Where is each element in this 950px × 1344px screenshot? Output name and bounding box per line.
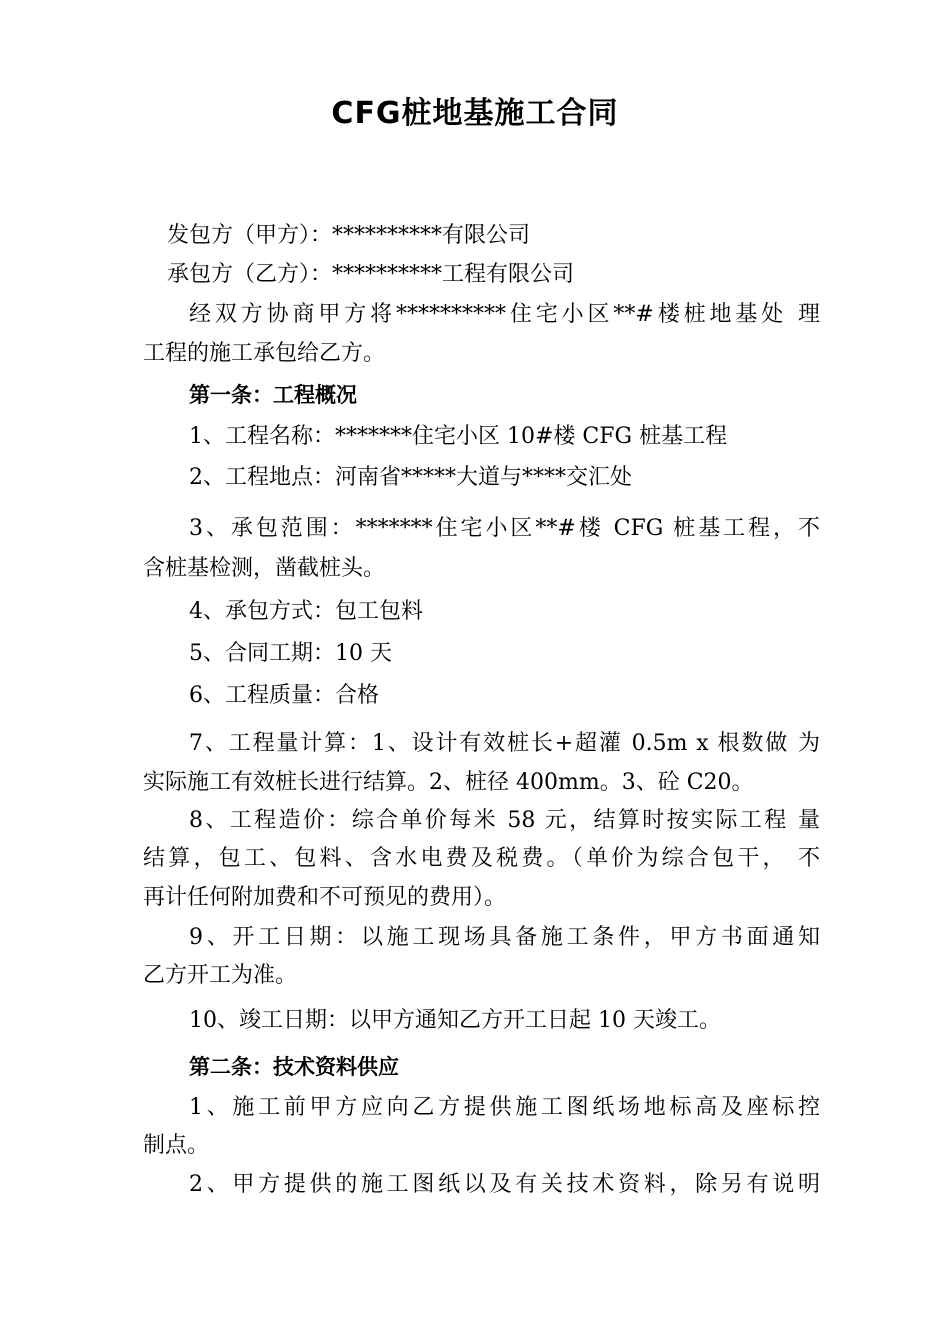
article-1-item-7-line-1: 7、工程量计算：1、设计有效桩长+超灌 0.5m x 根数做 为 xyxy=(189,731,820,756)
article-1-item-3-line-2: 含桩基检测，凿截桩头。 xyxy=(143,556,386,581)
article-1-item-8-line-1: 8、工程造价：综合单价每米 58 元，结算时按实际工程 量 xyxy=(189,808,820,833)
party-a-line: 发包方（甲方）：**********有限公司 xyxy=(167,223,531,248)
intro-line-2: 工程的施工承包给乙方。 xyxy=(143,341,386,366)
article-1-item-4: 4、承包方式：包工包料 xyxy=(189,599,423,624)
article-2-item-1-line-2: 制点。 xyxy=(143,1133,210,1158)
article-1-item-3-line-1: 3、承包范围：*******住宅小区**#楼 CFG 桩基工程，不 xyxy=(189,516,820,541)
article-1-item-7-line-2: 实际施工有效桩长进行结算。2、桩径 400mm。3、砼 C20。 xyxy=(143,770,754,795)
article-1-item-9-line-2: 乙方开工为准。 xyxy=(143,963,298,988)
article-1-item-6: 6、工程质量：合格 xyxy=(189,683,379,708)
article-1-item-5: 5、合同工期：10 天 xyxy=(189,641,392,666)
article-1-heading: 第一条：工程概况 xyxy=(189,383,357,407)
article-1-item-8-line-2: 结算，包工、包料、含水电费及税费。（单价为综合包干， 不 xyxy=(143,846,820,871)
article-1-item-8-line-3: 再计任何附加费和不可预见的费用）。 xyxy=(143,885,507,910)
party-b-line: 承包方（乙方）：**********工程有限公司 xyxy=(167,262,575,287)
article-2-item-1-line-1: 1、施工前甲方应向乙方提供施工图纸场地标高及座标控 xyxy=(189,1095,820,1120)
article-1-item-10: 10、竣工日期：以甲方通知乙方开工日起 10 天竣工。 xyxy=(189,1008,721,1033)
article-2-item-2-line-1: 2、甲方提供的施工图纸以及有关技术资料，除另有说明 xyxy=(189,1172,820,1197)
article-1-item-2: 2、工程地点：河南省*****大道与****交汇处 xyxy=(189,465,632,490)
article-1-item-1: 1、工程名称：*******住宅小区 10#楼 CFG 桩基工程 xyxy=(189,424,728,449)
document-title: CFG桩地基施工合同 xyxy=(331,96,619,131)
article-1-item-9-line-1: 9、开工日期：以施工现场具备施工条件，甲方书面通知 xyxy=(189,925,820,950)
article-2-heading: 第二条：技术资料供应 xyxy=(189,1055,399,1079)
intro-line-1: 经双方协商甲方将**********住宅小区**#楼桩地基处 理 xyxy=(189,302,820,327)
